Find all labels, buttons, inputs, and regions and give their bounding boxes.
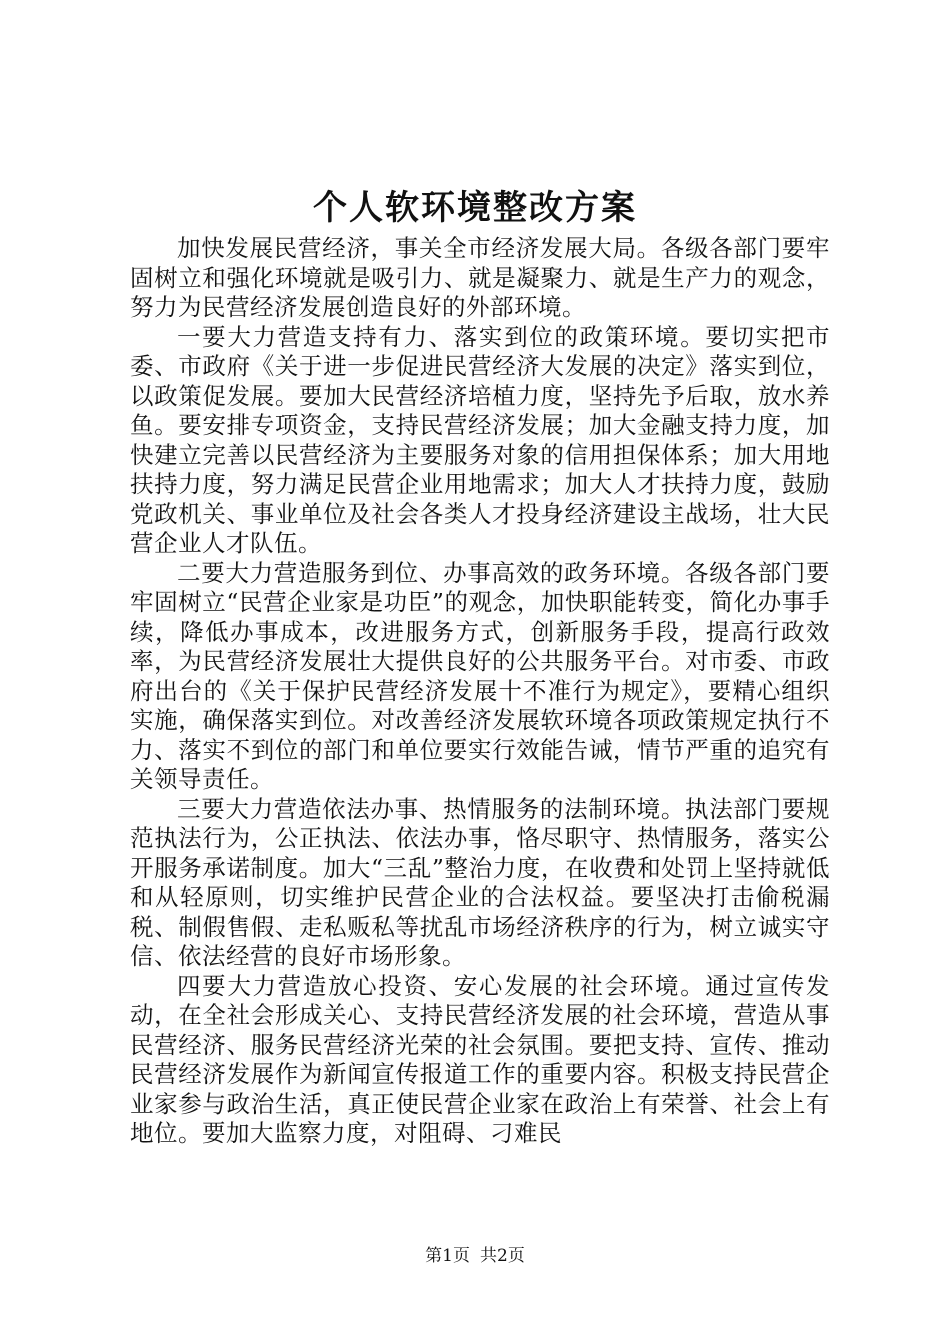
page-total: 共2页 (480, 1246, 525, 1266)
paragraph-government-environment: 二要大力营造服务到位、办事高效的政务环境。各级各部门要牢固树立“民营企业家是功臣”的观念，加快职能转变，简化办事手续，降低办事成本，改进服务方式，创新服务手段，提高行政效率，为民营经济发展壮大提供良好的公共服务平台。对市委、市政府出台的《关于保护民营经济发展十不准行为规定》，要精心组织实施，确保落实到位。对改善经济发展软环境各项政策规定执行不力、落实不到位的部门和单位要实行效能告诫，情节严重的追究有关领导责任。 (130, 558, 830, 793)
paragraph-intro: 加快发展民营经济，事关全市经济发展大局。各级各部门要牢固树立和强化环境就是吸引力、就是凝聚力、就是生产力的观念，努力为民营经济发展创造良好的外部环境。 (130, 234, 830, 321)
document-body (130, 234, 830, 1149)
paragraph-legal-environment: 三要大力营造依法办事、热情服务的法制环境。执法部门要规范执法行为，公正执法、依法办事，恪尽职守、热情服务，落实公开服务承诺制度。加大“三乱”整治力度，在收费和处罚上坚持就低和从轻原则，切实维护民营企业的合法权益。要坚决打击偷税漏税、制假售假、走私贩私等扰乱市场经济秩序的行为，树立诚实守信、依法经营的良好市场形象。 (130, 794, 830, 970)
page-number: 第1页 (425, 1246, 470, 1266)
paragraph-policy-environment: 一要大力营造支持有力、落实到位的政策环境。要切实把市委、市政府《关于进一步促进民营经济大发展的决定》落实到位，以政策促发展。要加大民营经济培植力度，坚持先予后取，放水养鱼。要安排专项资金，支持民营经济发展；加大金融支持力度，加快建立完善以民营经济为主要服务对象的信用担保体系；加大用地扶持力度，努力满足民营企业用地需求；加大人才扶持力度，鼓励党政机关、事业单位及社会各类人才投身经济建设主战场，壮大民营企业人才队伍。 (130, 322, 830, 557)
page-footer (0, 1244, 950, 1268)
paragraph-social-environment: 四要大力营造放心投资、安心发展的社会环境。通过宣传发动，在全社会形成关心、支持民营经济发展的社会环境，营造从事民营经济、服务民营经济光荣的社会氛围。要把支持、宣传、推动民营经济发展作为新闻宣传报道工作的重要内容。积极支持民营企业家参与政治生活，真正使民营企业家在政治上有荣誉、社会上有地位。要加大监察力度，对阻碍、刁难民 (130, 971, 830, 1147)
document-title: 个人软环境整改方案 (313, 188, 637, 228)
